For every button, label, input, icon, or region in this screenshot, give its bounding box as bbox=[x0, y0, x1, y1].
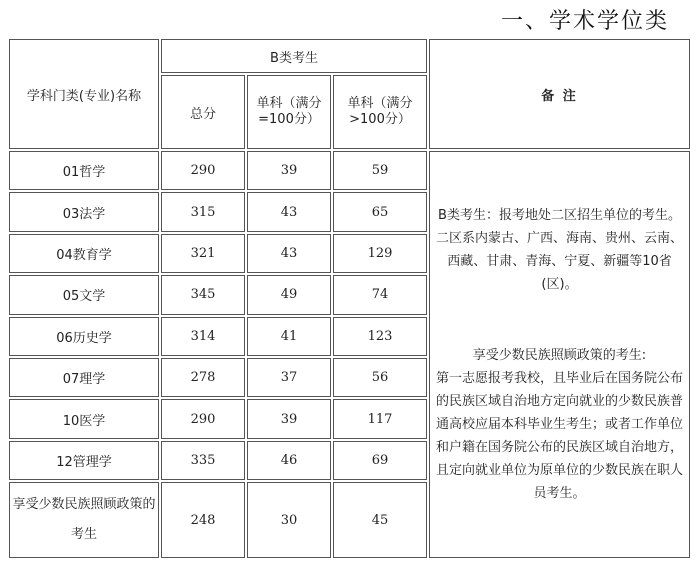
minority-remark bbox=[432, 344, 687, 505]
total-score-cell: 248 bbox=[161, 482, 245, 558]
total-score-cell: 314 bbox=[161, 317, 245, 356]
subject-name-cell: 享受少数民族照顾政策的考生 bbox=[9, 482, 159, 558]
total-score-cell: 290 bbox=[161, 151, 245, 190]
single-over-100-cell: 117 bbox=[333, 399, 427, 438]
subject-name-cell: 12管理学 bbox=[9, 441, 159, 480]
single-over-100-cell: 69 bbox=[333, 441, 427, 480]
single-over-100-cell: 56 bbox=[333, 358, 427, 397]
single-100-cell: 41 bbox=[247, 317, 331, 356]
single-100-cell: 39 bbox=[247, 399, 331, 438]
subject-name-cell: 03法学 bbox=[9, 192, 159, 231]
total-score-cell: 278 bbox=[161, 358, 245, 397]
single-over-100-cell: 123 bbox=[333, 317, 427, 356]
score-table bbox=[7, 37, 692, 560]
single-100-cell: 43 bbox=[247, 234, 331, 273]
total-score-cell: 315 bbox=[161, 192, 245, 231]
name-column-header: 学科门类(专业)名称 bbox=[9, 39, 159, 149]
subject-name-cell: 06历史学 bbox=[9, 317, 159, 356]
b-class-remark: B类考生：报考地处二区招生单位的考生。二区系内蒙古、广西、海南、贵州、云南、西藏、甘肃、青海、宁夏、新疆等10省(区)。 bbox=[435, 208, 683, 293]
single-over-100-cell: 129 bbox=[333, 234, 427, 273]
subject-name-cell: 01哲学 bbox=[9, 151, 159, 190]
subject-name-cell: 10医学 bbox=[9, 399, 159, 438]
total-score-cell: 321 bbox=[161, 234, 245, 273]
remarks-cell bbox=[429, 151, 690, 558]
total-score-cell: 290 bbox=[161, 399, 245, 438]
single-100-cell: 30 bbox=[247, 482, 331, 558]
subject-name-cell: 07理学 bbox=[9, 358, 159, 397]
single-over-100-header: 单科（满分>100分） bbox=[333, 75, 427, 149]
total-score-cell: 335 bbox=[161, 441, 245, 480]
section-heading: 一、学术学位类 bbox=[500, 9, 669, 34]
minority-remark-text: 第一志愿报考我校，且毕业后在国务院公布的民族区域自治地方定向就业的少数民族普通高校应届本科毕业生考生；或者工作单位和户籍在国务院公布的民族区域自治地方，且定向就业单位为原单位的少数民族在职人员考生。 bbox=[435, 371, 683, 502]
remarks-column-header: 备 注 bbox=[429, 39, 690, 149]
single-over-100-cell: 45 bbox=[333, 482, 427, 558]
table-row bbox=[9, 151, 690, 190]
header-row-1 bbox=[9, 39, 690, 73]
minority-remark-title: 享受少数民族照顾政策的考生: bbox=[472, 348, 647, 364]
single-100-cell: 37 bbox=[247, 358, 331, 397]
single-100-cell: 43 bbox=[247, 192, 331, 231]
single-100-cell: 46 bbox=[247, 441, 331, 480]
single-100-header: 单科（满分=100分） bbox=[247, 75, 331, 149]
subject-name-cell: 04教育学 bbox=[9, 234, 159, 273]
single-over-100-cell: 74 bbox=[333, 275, 427, 314]
subject-name-cell: 05文学 bbox=[9, 275, 159, 314]
single-100-cell: 39 bbox=[247, 151, 331, 190]
single-over-100-cell: 65 bbox=[333, 192, 427, 231]
total-score-cell: 345 bbox=[161, 275, 245, 314]
single-over-100-cell: 59 bbox=[333, 151, 427, 190]
b-class-group-header: B类考生 bbox=[161, 39, 427, 73]
single-100-cell: 49 bbox=[247, 275, 331, 314]
total-score-header: 总分 bbox=[161, 75, 245, 149]
